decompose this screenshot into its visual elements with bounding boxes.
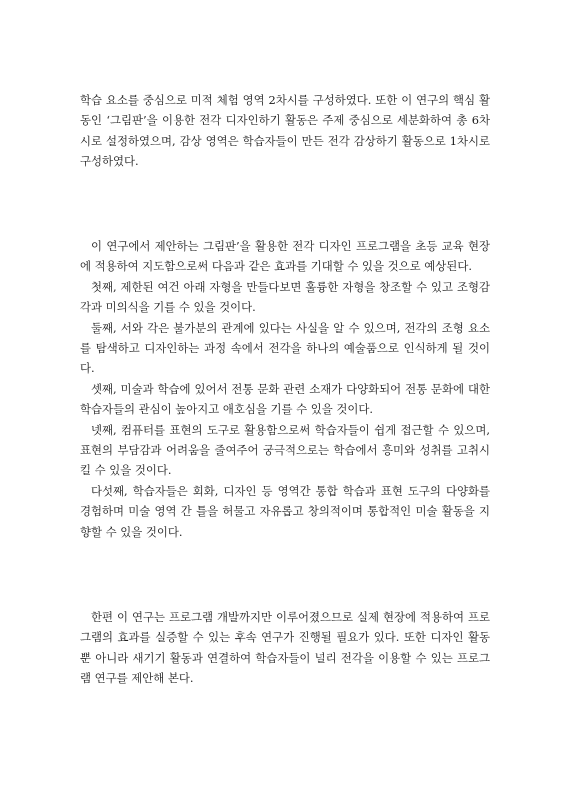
paragraph-effect-third: 셋째, 미술과 학습에 있어서 전통 문화 관련 소재가 다양화되어 전통 문화에 대한 학습자들의 관심이 높아지고 애호심을 기를 수 있을 것이다. (80, 381, 490, 417)
paragraph-effect-second: 둘째, 서와 각은 불가분의 관계에 있다는 사실을 알 수 있으며, 전각의 조형 요소를 탐색하고 디자인하는 과정 속에서 전각을 하나의 예술품으로 인식하게 될 것이다. (80, 320, 490, 376)
paragraph-effect-fifth: 다섯째, 학습자들은 회화, 디자인 등 영역간 통합 학습과 표현 도구의 다양화를 경험하며 미술 영역 간 틀을 허물고 자유롭고 창의적이며 통합적인 미술 활동을 지향할 수 있을 것이다. (80, 483, 490, 539)
paragraph-effect-fourth: 넷째, 컴퓨터를 표현의 도구로 활용함으로써 학습자들이 쉽게 접근할 수 있으며, 표현의 부담감과 어려움을 줄여주어 궁극적으로는 학습에서 흥미와 성취를 고취시킬 수 있을 것이다. (80, 422, 490, 478)
paragraph-intro-effects: 이 연구에서 제안하는 그림판’을 활용한 전각 디자인 프로그램을 초등 교육 현장에 적용하여 지도함으로써 다음과 같은 효과를 기대할 수 있을 것으로 예상된다. (80, 239, 490, 274)
text-block-future-research (80, 607, 490, 689)
text-block-expected-effects (80, 236, 490, 542)
paragraph-effect-first: 첫째, 제한된 여건 아래 자형을 만들다보면 훌륭한 자형을 창조할 수 있고 조형감각과 미의식을 기를 수 있을 것이다. (80, 279, 490, 315)
text-block-curriculum (80, 90, 490, 172)
paragraph-future-research: 한편 이 연구는 프로그램 개발까지만 이루어졌으므로 실제 현장에 적용하여 프로그램의 효과를 실증할 수 있는 후속 연구가 진행될 필요가 있다. 또한 디자인 활동뿐 아니라 새기기 활동과 연결하여 학습자들이 널리 전각을 이용할 수 있는 프로그램 연구를 제안해 본다. (80, 610, 490, 686)
paragraph-curriculum: 학습 요소를 중심으로 미적 체험 영역 2차시를 구성하였다. 또한 이 연구의 핵심 활동인 ‘그림판’을 이용한 전각 디자인하기 활동은 주제 중심으로 세분화하여 총 6차시로 설정하였으며, 감상 영역은 학습자들이 만든 전각 감상하기 활동으로 1차시로 구성하였다. (80, 93, 490, 169)
